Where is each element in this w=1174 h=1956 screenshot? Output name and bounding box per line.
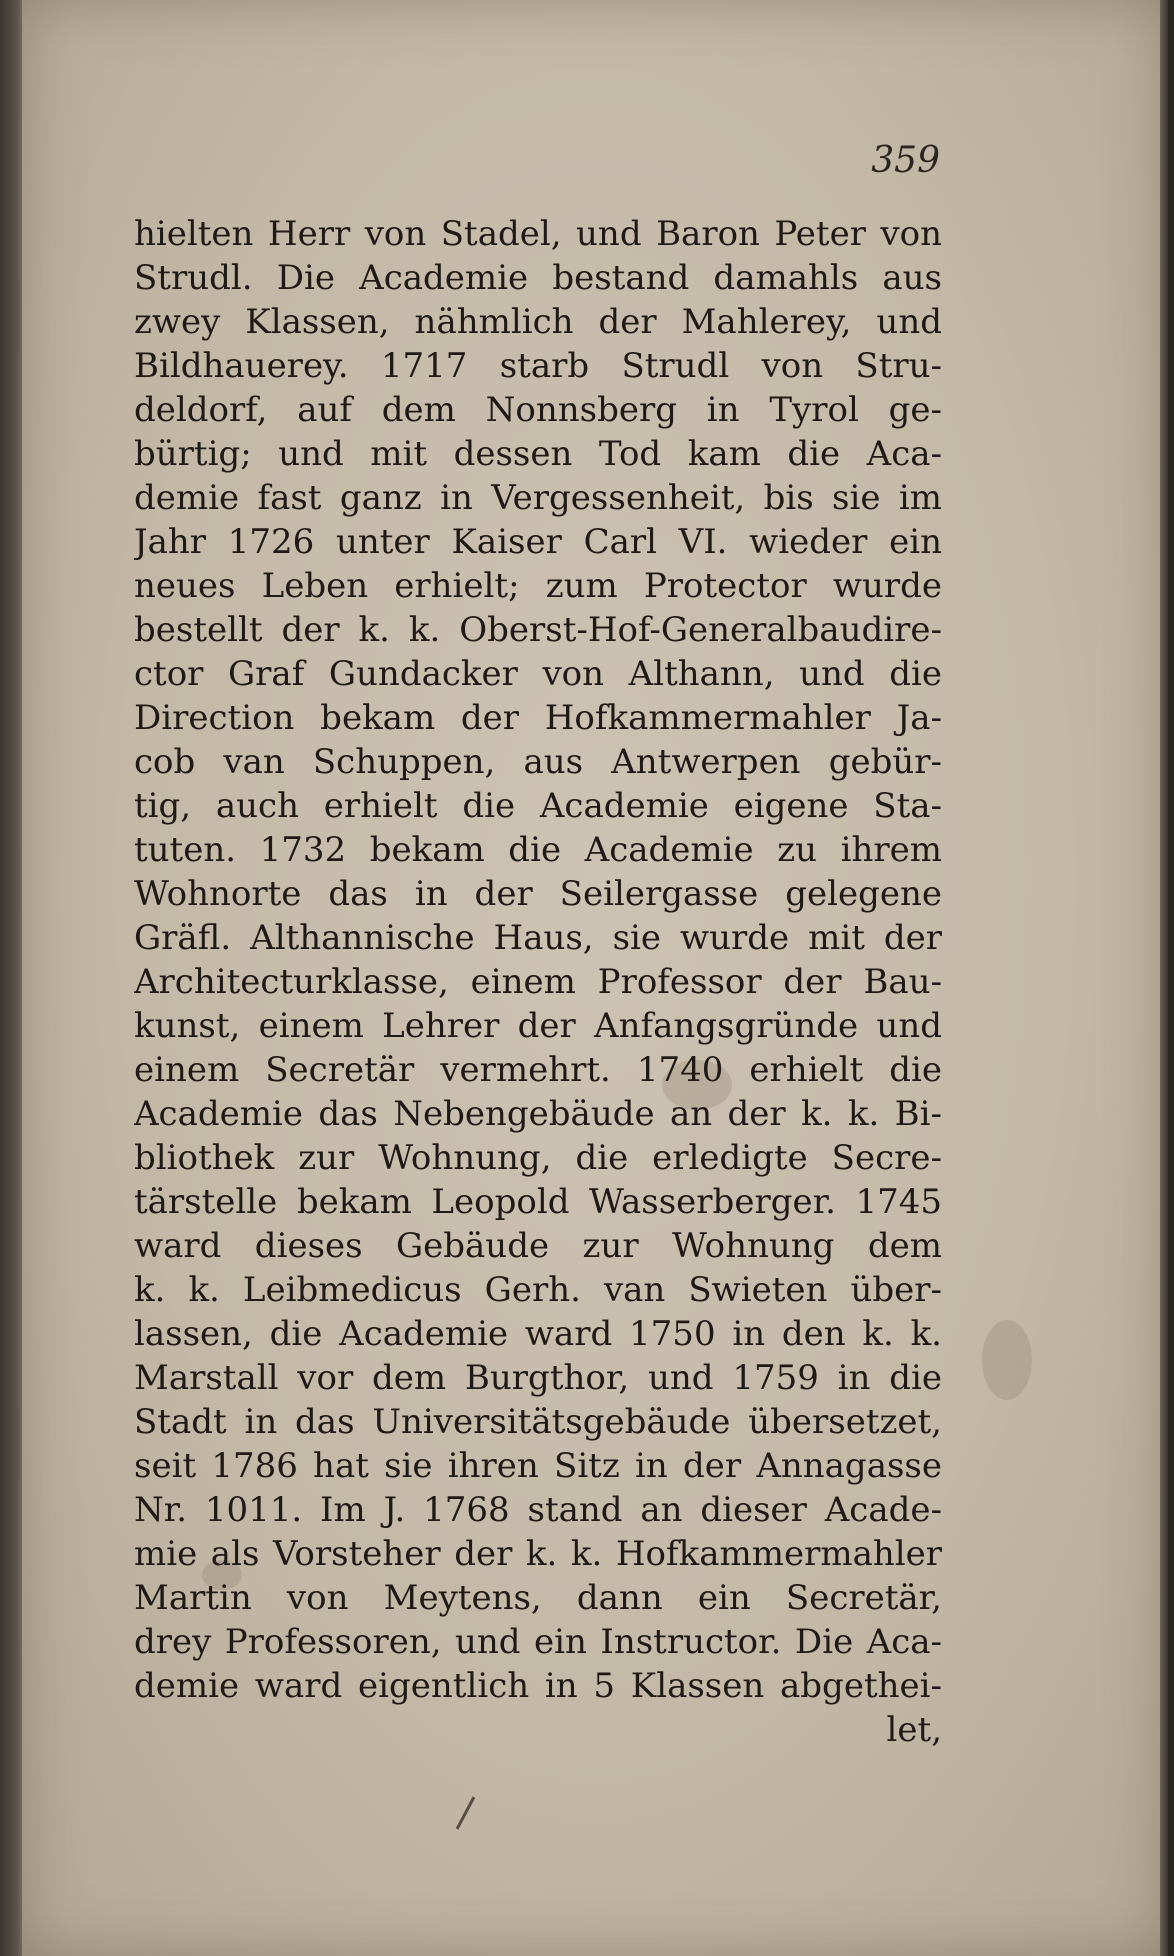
text-line: cob van Schuppen, aus Antwerpen gebür- (134, 742, 942, 782)
text-line: Stadt in das Universitätsgebäude übersetzet, (134, 1402, 942, 1442)
text-line: tuten. 1732 bekam die Academie zu ihrem (134, 830, 942, 870)
text-line: Academie das Nebengebäude an der k. k. Bi- (134, 1094, 942, 1134)
text-line: deldorf, auf dem Nonnsberg in Tyrol ge- (134, 390, 942, 430)
text-line: k. k. Leibmedicus Gerh. van Swieten über- (134, 1270, 942, 1310)
text-line: Martin von Meytens, dann ein Secretär, (134, 1578, 942, 1618)
text-line: einem Secretär vermehrt. 1740 erhielt die (134, 1050, 942, 1090)
text-line: bürtig; und mit dessen Tod kam die Aca- (134, 434, 942, 474)
text-line: bestellt der k. k. Oberst-Hof-Generalbaudire- (134, 610, 942, 650)
pencil-mark (456, 1796, 476, 1829)
paper-stain (982, 1320, 1032, 1400)
text-line: Bildhauerey. 1717 starb Strudl von Stru- (134, 346, 942, 386)
text-line: Jahr 1726 unter Kaiser Carl VI. wieder ein (134, 522, 942, 562)
book-page (22, 0, 1168, 1956)
text-line: ctor Graf Gundacker von Althann, und die (134, 654, 942, 694)
text-line: zwey Klassen, nähmlich der Mahlerey, und (134, 302, 942, 342)
text-line: hielten Herr von Stadel, und Baron Peter von (134, 214, 942, 254)
text-line: tig, auch erhielt die Academie eigene Sta- (134, 786, 942, 826)
text-line: Marstall vor dem Burgthor, und 1759 in die (134, 1358, 942, 1398)
page-edge (1160, 0, 1168, 1956)
text-line: Direction bekam der Hofkammermahler Ja- (134, 698, 942, 738)
text-line: neues Leben erhielt; zum Protector wurde (134, 566, 942, 606)
text-line: ward dieses Gebäude zur Wohnung dem (134, 1226, 942, 1266)
text-line: kunst, einem Lehrer der Anfangsgründe und (134, 1006, 942, 1046)
page-number: 359 (871, 140, 940, 181)
text-line: demie fast ganz in Vergessenheit, bis sie im (134, 478, 942, 518)
text-line: Architecturklasse, einem Professor der Bau- (134, 962, 942, 1002)
text-line: Nr. 1011. Im J. 1768 stand an dieser Acade- (134, 1490, 942, 1530)
text-line: tärstelle bekam Leopold Wasserberger. 1745 (134, 1182, 942, 1222)
text-line: Strudl. Die Academie bestand damahls aus (134, 258, 942, 298)
text-line: Wohnorte das in der Seilergasse gelegene (134, 874, 942, 914)
text-line: seit 1786 hat sie ihren Sitz in der Annagasse (134, 1446, 942, 1486)
text-line: Gräfl. Althannische Haus, sie wurde mit der (134, 918, 942, 958)
text-line: mie als Vorsteher der k. k. Hofkammermahler (134, 1534, 942, 1574)
text-line: bliothek zur Wohnung, die erledigte Secre- (134, 1138, 942, 1178)
text-line: lassen, die Academie ward 1750 in den k. k. (134, 1314, 942, 1354)
text-line: drey Professoren, und ein Instructor. Die Aca- (134, 1622, 942, 1662)
text-line: demie ward eigentlich in 5 Klassen abgethei- (134, 1666, 942, 1706)
catchword: let, (886, 1710, 942, 1750)
body-text (134, 212, 942, 1752)
